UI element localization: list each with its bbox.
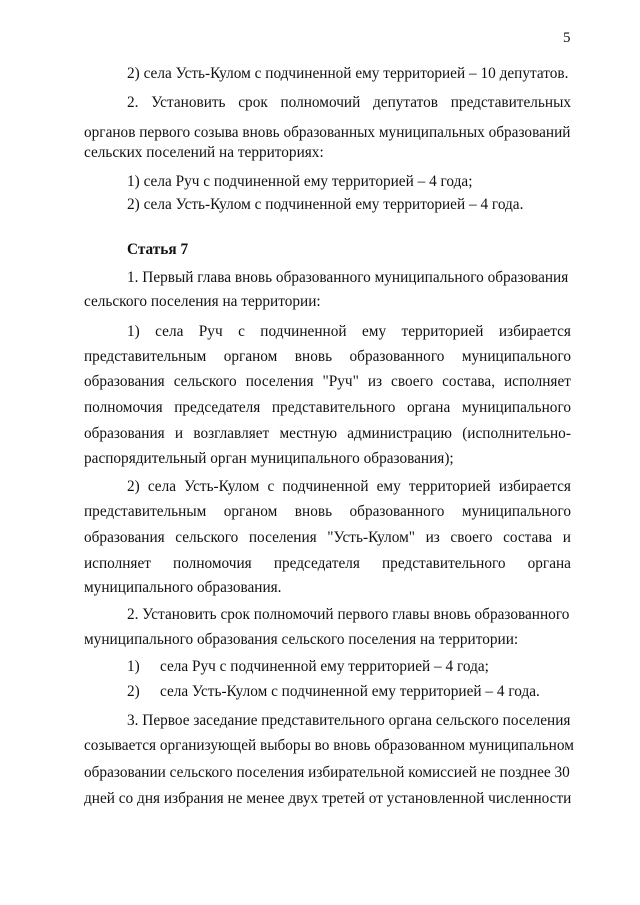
word: 2) xyxy=(127,478,140,495)
word: депутатов xyxy=(373,94,439,111)
word: села xyxy=(155,323,184,340)
text-line: 2) села Усть-Кулом с подчиненной ему территорией – 10 депутатов. xyxy=(127,65,569,82)
word: своего xyxy=(391,373,434,390)
text-line-justified xyxy=(84,347,571,367)
word: представительного xyxy=(271,399,396,416)
word: исполняет xyxy=(504,373,571,390)
word: образования xyxy=(84,425,165,442)
word: образованного xyxy=(349,503,445,520)
word: муниципального xyxy=(461,399,571,416)
word: срок xyxy=(238,94,268,111)
word: органа xyxy=(406,399,451,416)
word: ему xyxy=(376,478,401,495)
word: состава, xyxy=(442,373,496,390)
word: полномочия xyxy=(84,399,163,416)
text-line: села Руч с подчиненной ему территорией – 4 года; xyxy=(160,658,489,675)
text-line-justified xyxy=(84,502,571,522)
word: органом xyxy=(223,348,278,365)
text-line: сельских поселений на территориях: xyxy=(84,144,324,161)
word: избирается xyxy=(498,478,571,495)
text-line: муниципального образования сельского поселения на территории: xyxy=(84,631,519,648)
word: вновь xyxy=(294,348,333,365)
text-line: сельского поселения на территории: xyxy=(84,293,321,310)
word: исполняет xyxy=(84,555,151,572)
text-line-justified xyxy=(127,322,571,342)
word: и xyxy=(562,529,571,546)
word: села xyxy=(147,478,177,495)
word: председателя xyxy=(174,399,261,416)
text-line-justified xyxy=(127,477,571,497)
text-line-justified xyxy=(127,93,571,113)
word: муниципального xyxy=(461,503,571,520)
text-line: органов первого созыва вновь образованных муниципальных образований xyxy=(84,124,571,141)
word: органа xyxy=(527,555,571,572)
text-line: 1) села Руч с подчиненной ему территорией – 4 года; xyxy=(127,173,473,190)
word: возглавляет xyxy=(193,425,270,442)
text-line: дней со дня избрания не менее двух третей от установленной численности xyxy=(84,790,572,807)
word: представительным xyxy=(84,503,207,520)
word: (исполнительно- xyxy=(462,425,571,442)
word: администрацию xyxy=(347,425,452,442)
word: избирается xyxy=(498,323,571,340)
text-line: 1. Первый глава вновь образованного муниципального образования xyxy=(127,269,569,286)
text-line: села Усть-Кулом с подчиненной ему территорией – 4 года. xyxy=(160,683,540,700)
word: поселения xyxy=(248,529,317,546)
word: вновь xyxy=(294,503,333,520)
text-line: созывается организующей выборы во вновь образованном муниципальном xyxy=(84,737,574,754)
text-line-justified xyxy=(84,424,571,444)
word: поселения xyxy=(245,373,314,390)
text-line-justified xyxy=(84,372,571,392)
word: с xyxy=(238,323,245,340)
word: сельского xyxy=(173,373,237,390)
word: Руч xyxy=(198,323,223,340)
word: "Руч" xyxy=(322,373,359,390)
word: представительного xyxy=(382,555,506,572)
article-heading: Статья 7 xyxy=(127,241,189,258)
word: ему xyxy=(361,323,387,340)
word: председателя xyxy=(273,555,360,572)
word: полномочия xyxy=(173,555,252,572)
page-number: 5 xyxy=(563,30,571,46)
list-marker: 2) xyxy=(127,683,140,700)
word: полномочий xyxy=(280,94,361,111)
text-line: образовании сельского поселения избирательной комиссией не позднее 30 xyxy=(84,764,570,781)
word: состава xyxy=(503,529,553,546)
word: территорией xyxy=(408,478,491,495)
text-line: муниципального образования. xyxy=(84,579,282,596)
word: образованного xyxy=(349,348,445,365)
word: представительным xyxy=(84,348,207,365)
word: территорией xyxy=(401,323,484,340)
word: Установить xyxy=(151,94,226,111)
word: из xyxy=(367,373,383,390)
word: "Усть-Кулом" xyxy=(327,529,416,546)
word: органом xyxy=(223,503,278,520)
word: местную xyxy=(279,425,338,442)
word: и xyxy=(174,425,184,442)
text-line: 2) села Усть-Кулом с подчиненной ему территорией – 4 года. xyxy=(127,196,524,213)
word: своего xyxy=(450,529,493,546)
text-line-justified xyxy=(84,554,571,574)
text-line: 2. Установить срок полномочий первого главы вновь образованного xyxy=(127,606,570,623)
word: Усть-Кулом xyxy=(184,478,260,495)
text-line-justified xyxy=(84,528,571,548)
text-line-justified xyxy=(84,398,571,418)
word: с xyxy=(267,478,275,495)
word: подчиненной xyxy=(260,323,347,340)
word: 2. xyxy=(127,94,139,111)
word: сельского xyxy=(175,529,239,546)
text-line: распорядительный орган муниципального образования); xyxy=(84,450,454,467)
list-marker: 1) xyxy=(127,658,140,675)
word: образования xyxy=(84,529,165,546)
word: из xyxy=(425,529,440,546)
word: муниципального xyxy=(461,348,571,365)
word: представительных xyxy=(450,94,571,111)
word: 1) xyxy=(127,323,140,340)
word: образования xyxy=(84,373,165,390)
text-line: 3. Первое заседание представительного органа сельского поселения xyxy=(127,712,571,729)
word: подчиненной xyxy=(282,478,369,495)
